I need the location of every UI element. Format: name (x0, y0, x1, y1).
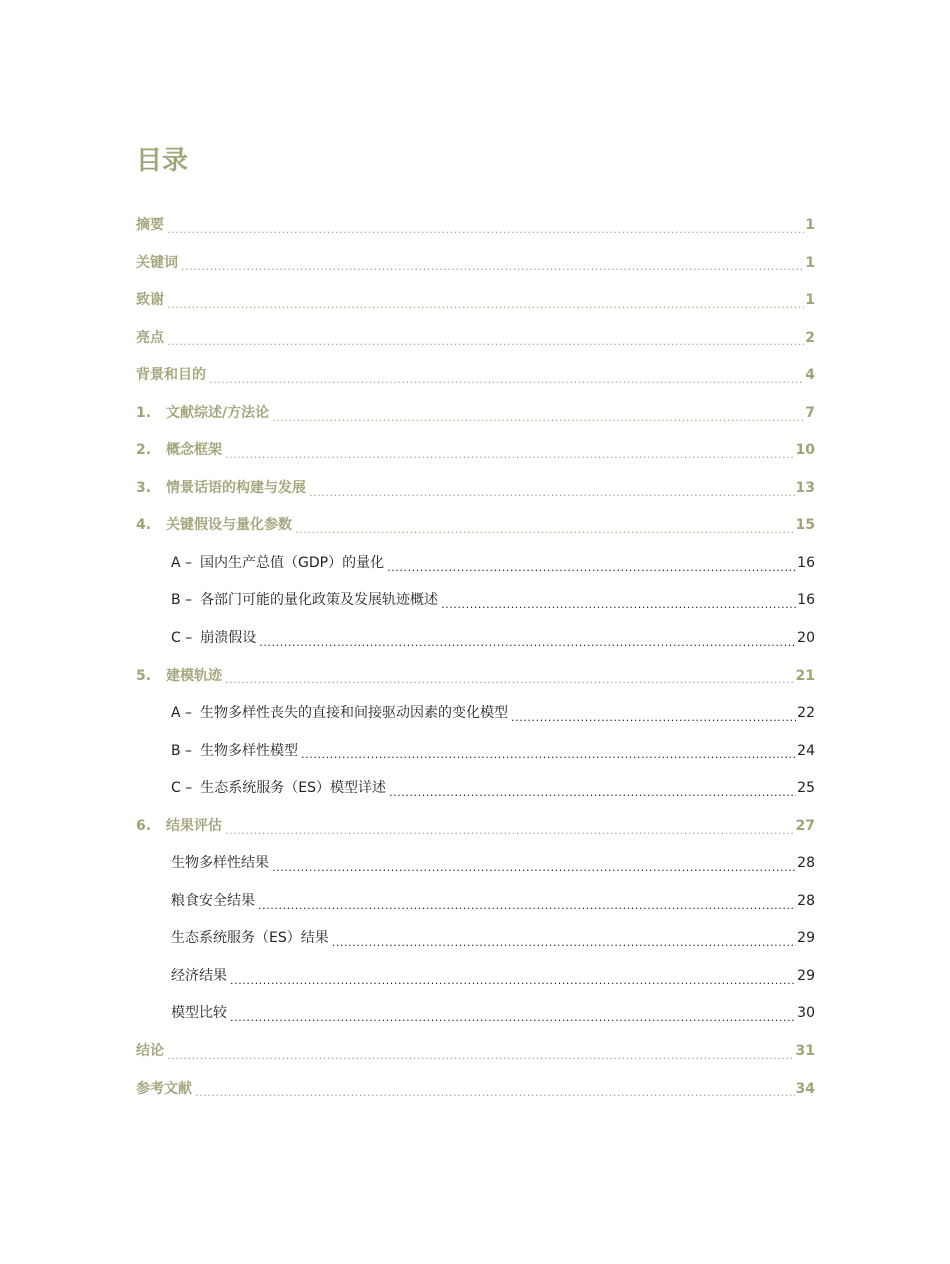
toc-entry-label: 摘要 (136, 217, 164, 233)
toc-entry-label: 结果评估 (166, 817, 222, 834)
toc-page-number: 25 (797, 780, 815, 797)
table-of-contents (136, 207, 815, 1108)
toc-page-number: 15 (795, 517, 815, 534)
toc-entry-label: 概念框架 (166, 442, 222, 459)
toc-page-number: 22 (797, 705, 815, 722)
toc-subsection-letter: C – (171, 780, 193, 797)
toc-page-number: 13 (795, 479, 815, 496)
toc-entry-label: 粮食安全结果 (171, 892, 255, 909)
toc-page-number: 31 (795, 1043, 815, 1060)
toc-entry-section-6[interactable] (136, 808, 815, 846)
toc-subentry-5b[interactable] (136, 733, 815, 771)
toc-page-number: 29 (797, 930, 815, 947)
toc-subsection-letter: B – (171, 742, 193, 759)
dot-leader (309, 487, 795, 499)
toc-entry-label: 文献综述/方法论 (166, 404, 270, 421)
dot-leader (387, 562, 796, 574)
toc-entry-label: 关键假设与量化参数 (166, 517, 292, 534)
toc-entry-acknowledgements[interactable] (136, 282, 815, 320)
page-title: 目录 (136, 146, 189, 176)
toc-subentry-4a[interactable] (136, 545, 815, 583)
toc-subentry-5a[interactable] (136, 695, 815, 733)
dot-leader (295, 524, 795, 536)
toc-entry-label: 崩溃假设 (200, 630, 257, 647)
toc-subentry-es-results[interactable] (136, 920, 815, 958)
toc-section-number: 2. (136, 442, 152, 459)
toc-page-number: 1 (805, 217, 815, 233)
toc-subentry-4b[interactable] (136, 582, 815, 620)
toc-page-number: 27 (795, 817, 815, 834)
toc-subentry-biodiversity-results[interactable] (136, 845, 815, 883)
toc-subentry-5c[interactable] (136, 770, 815, 808)
dot-leader (225, 825, 795, 837)
toc-entry-label: 生物多样性丧失的直接和间接驱动因素的变化模型 (200, 705, 509, 722)
toc-entry-label: 亮点 (136, 329, 164, 346)
toc-entry-label: 关键词 (136, 254, 178, 271)
toc-subentry-model-comparison[interactable] (136, 995, 815, 1033)
toc-entry-section-5[interactable] (136, 658, 815, 696)
dot-leader (167, 1050, 795, 1062)
toc-page-number: 2 (805, 329, 815, 346)
toc-page-number: 21 (795, 667, 815, 684)
dot-leader (511, 712, 796, 724)
dot-leader (389, 787, 796, 799)
toc-entry-label: 建模轨迹 (166, 667, 222, 684)
toc-page-number: 10 (795, 442, 815, 459)
toc-entry-label: 经济结果 (171, 967, 227, 984)
toc-page-number: 1 (805, 292, 815, 309)
toc-entry-references[interactable] (136, 1071, 815, 1109)
toc-subentry-4c[interactable] (136, 620, 815, 658)
toc-entry-label: 生态系统服务（ES）模型详述 (200, 780, 386, 797)
dot-leader (272, 412, 804, 424)
toc-page-number: 28 (797, 892, 815, 909)
toc-entry-label: 生物多样性模型 (200, 742, 299, 759)
dot-leader (272, 862, 796, 874)
toc-page-number: 29 (797, 967, 815, 984)
toc-page-number: 20 (797, 630, 815, 647)
toc-section-number: 3. (136, 479, 152, 496)
toc-entry-section-1[interactable] (136, 395, 815, 433)
toc-subentry-economic-results[interactable] (136, 958, 815, 996)
dot-leader (230, 1012, 796, 1024)
dot-leader (195, 1087, 795, 1099)
dot-leader (209, 374, 804, 386)
toc-page-number: 34 (795, 1080, 815, 1097)
toc-entry-label: 生物多样性结果 (171, 855, 269, 872)
toc-section-number: 6. (136, 817, 152, 834)
dot-leader (225, 674, 795, 686)
toc-entry-background[interactable] (136, 357, 815, 395)
toc-page-number: 16 (797, 592, 815, 609)
toc-entry-label: 致谢 (136, 292, 164, 309)
toc-entry-conclusion[interactable] (136, 1033, 815, 1071)
toc-subsection-letter: C – (171, 630, 193, 647)
toc-entry-label: 模型比较 (171, 1005, 227, 1022)
toc-entry-section-3[interactable] (136, 470, 815, 508)
toc-page-number: 16 (797, 554, 815, 571)
toc-page-number: 4 (805, 367, 815, 384)
dot-leader (259, 637, 796, 649)
dot-leader (167, 224, 804, 236)
toc-entry-keywords[interactable] (136, 245, 815, 283)
toc-entry-highlights[interactable] (136, 320, 815, 358)
toc-entry-label: 生态系统服务（ES）结果 (171, 930, 329, 947)
toc-subsection-letter: A – (171, 554, 193, 571)
toc-subsection-letter: B – (171, 592, 193, 609)
dot-leader (441, 599, 796, 611)
toc-entry-abstract[interactable] (136, 207, 815, 245)
dot-leader (225, 449, 795, 461)
toc-entry-label: 结论 (136, 1043, 164, 1060)
toc-entry-label: 国内生产总值（GDP）的量化 (200, 554, 385, 571)
toc-subentry-food-security-results[interactable] (136, 883, 815, 921)
toc-entry-label: 情景话语的构建与发展 (166, 479, 306, 496)
toc-page-number: 24 (797, 742, 815, 759)
dot-leader (332, 937, 796, 949)
toc-section-number: 1. (136, 404, 152, 421)
toc-entry-section-4[interactable] (136, 507, 815, 545)
toc-entry-label: 参考文献 (136, 1080, 192, 1097)
dot-leader (167, 299, 804, 311)
dot-leader (167, 336, 804, 348)
toc-entry-label: 背景和目的 (136, 367, 206, 384)
toc-page-number: 30 (797, 1005, 815, 1022)
toc-page-number: 7 (805, 404, 815, 421)
dot-leader (258, 900, 796, 912)
toc-section-number: 5. (136, 667, 152, 684)
toc-subsection-letter: A – (171, 705, 193, 722)
dot-leader (301, 749, 796, 761)
dot-leader (181, 261, 804, 273)
toc-page-number: 1 (805, 254, 815, 271)
toc-page-number: 28 (797, 855, 815, 872)
toc-section-number: 4. (136, 517, 152, 534)
dot-leader (230, 975, 796, 987)
toc-entry-section-2[interactable] (136, 432, 815, 470)
toc-entry-label: 各部门可能的量化政策及发展轨迹概述 (200, 592, 439, 609)
